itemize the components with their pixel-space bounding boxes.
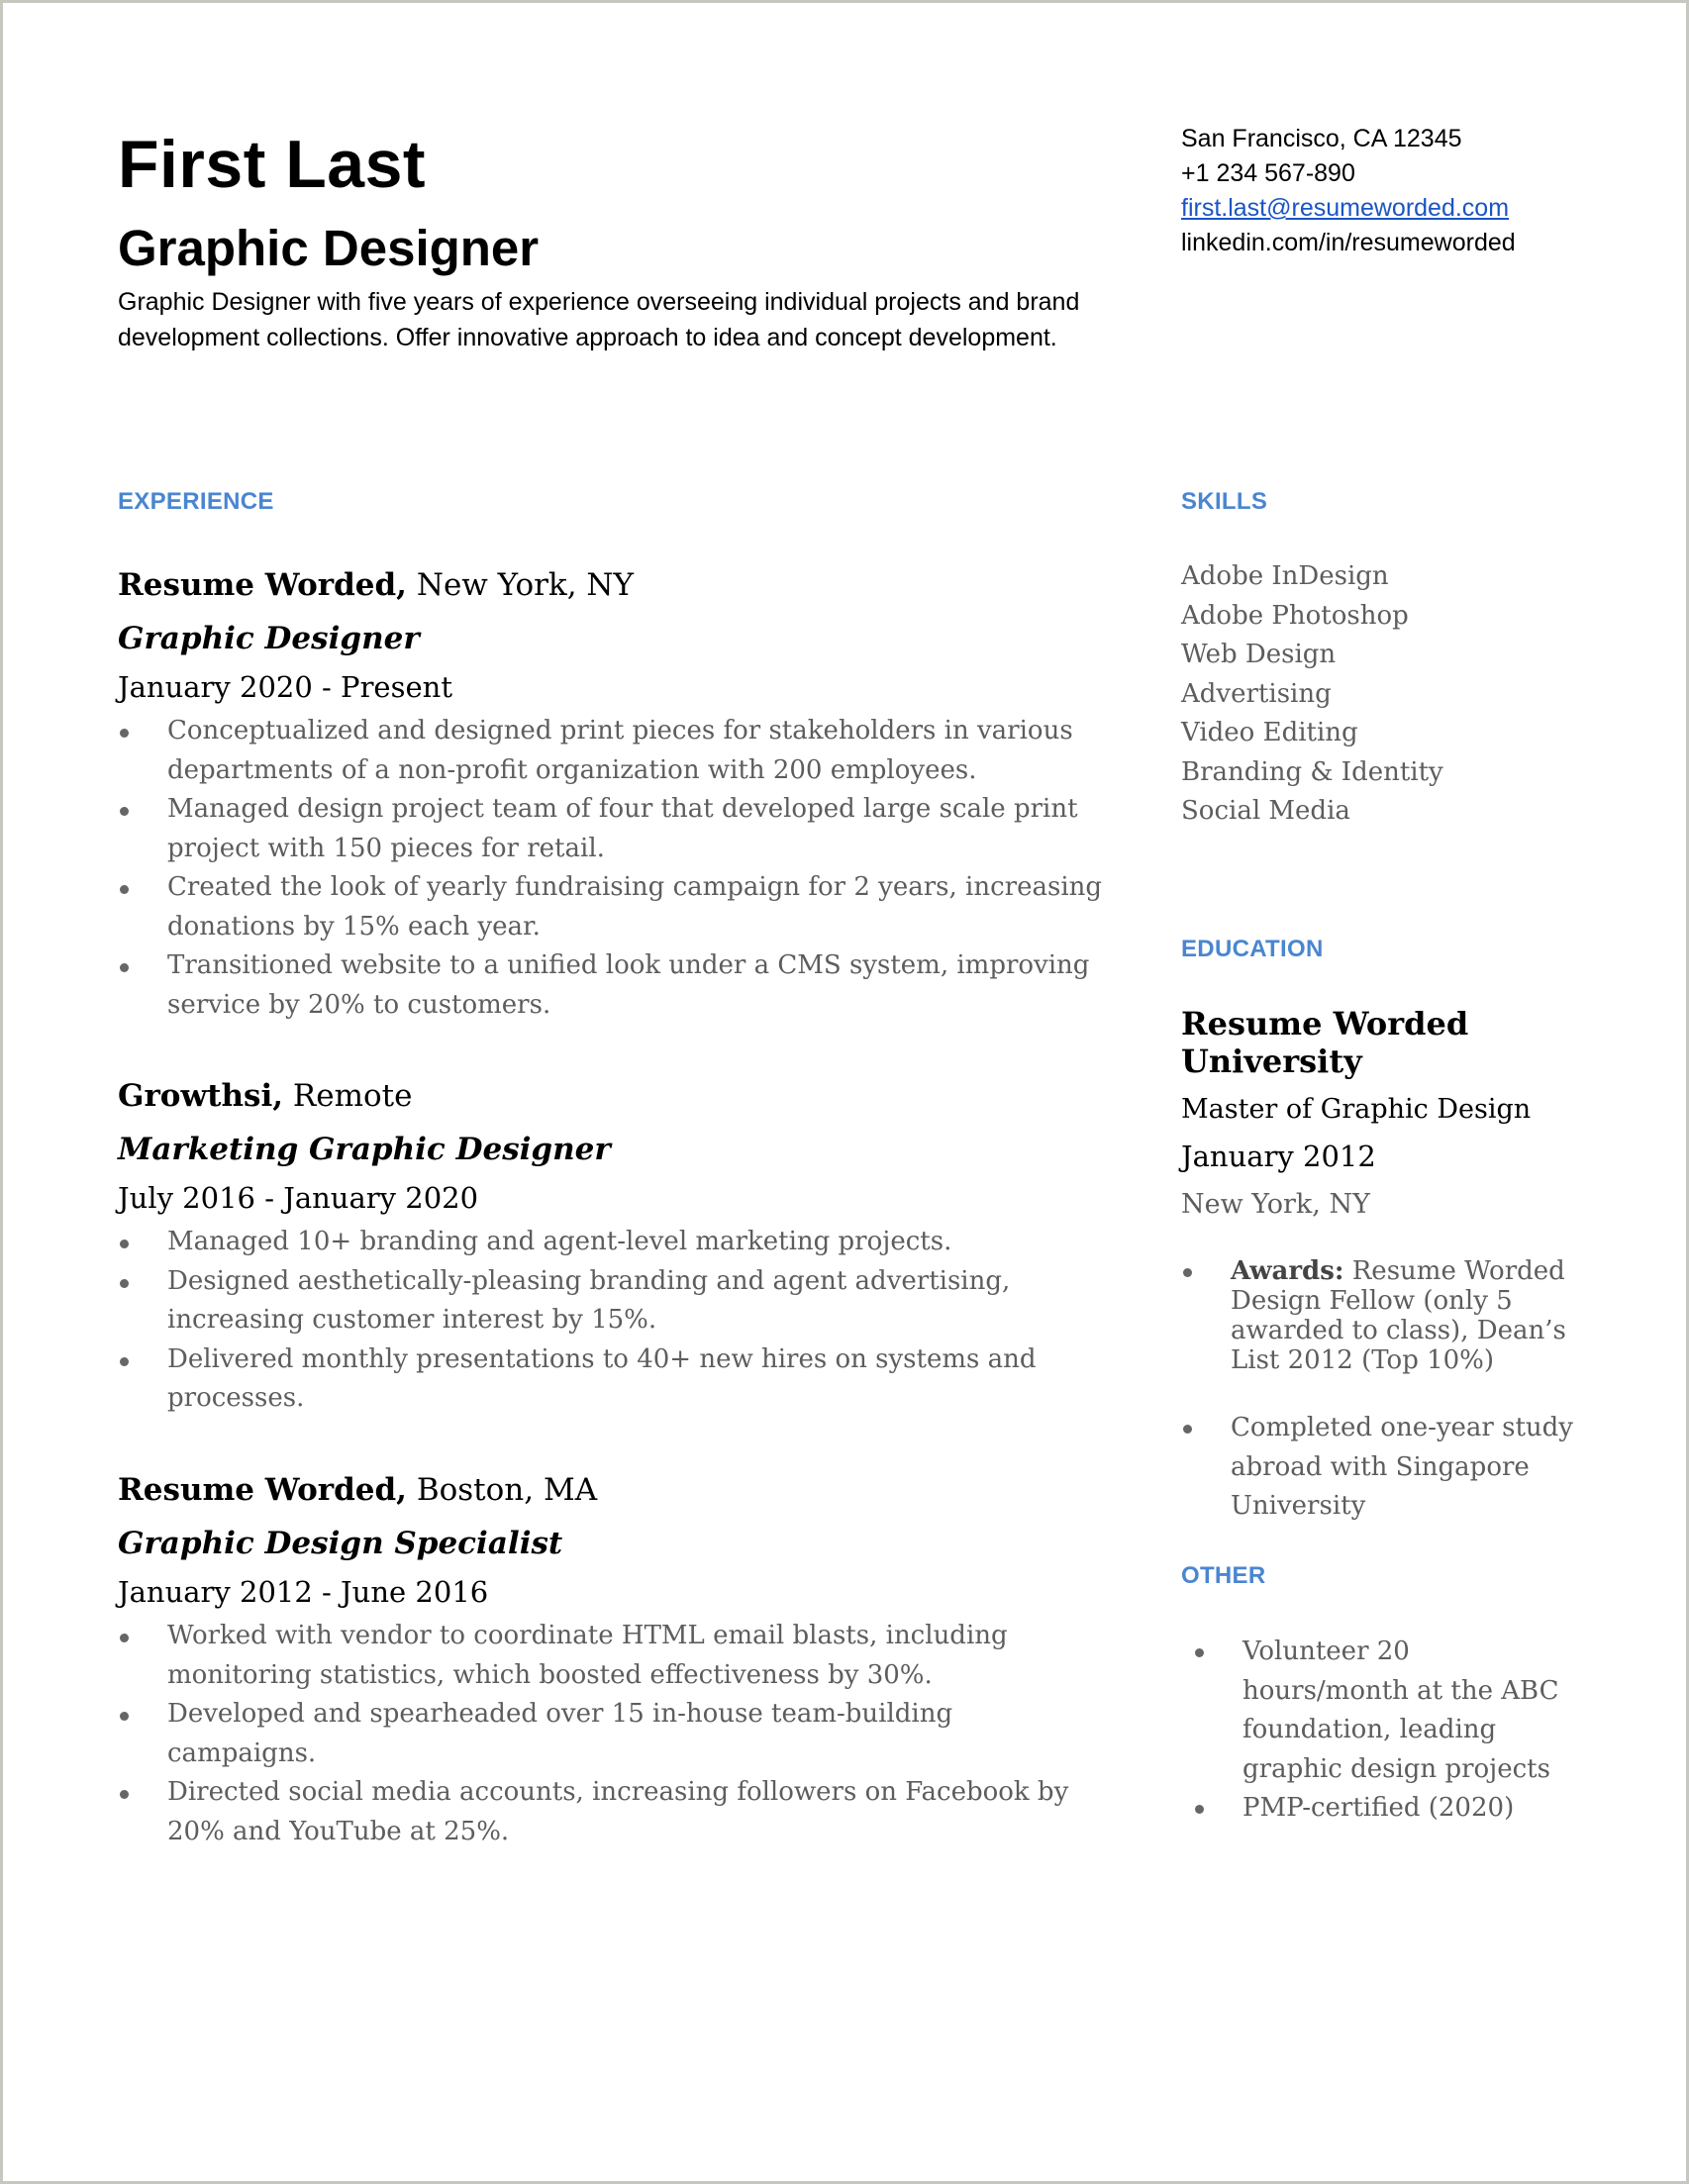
- job-location: Boston, MA: [406, 1472, 598, 1508]
- skill-item: Advertising: [1181, 678, 1332, 709]
- job-company: Resume Worded,: [118, 567, 407, 603]
- contact-block: [1181, 122, 1516, 260]
- skill-item: Adobe Photoshop: [1181, 600, 1409, 631]
- job-bullets: [118, 1223, 1108, 1419]
- bullet-dot-icon: [120, 1240, 129, 1248]
- bullet-text: Developed and spearheaded over 15 in-house team-building campaigns.: [167, 1699, 953, 1768]
- skill-item: Social Media: [1181, 796, 1350, 826]
- job-title: Marketing Graphic Designer: [118, 1132, 611, 1167]
- bullet-text: Worked with vendor to coordinate HTML email blasts, including monitoring statistics, which boosted effectiveness by 30%.: [167, 1621, 1008, 1690]
- section-title-experience: EXPERIENCE: [118, 488, 274, 515]
- bullet-dot-icon: [120, 807, 129, 816]
- bullet-dot-icon: [120, 963, 129, 972]
- education-degree: Master of Graphic Design: [1181, 1094, 1532, 1125]
- job-title: Graphic Designer: [118, 621, 420, 656]
- bullet-dot-icon: [120, 1634, 129, 1642]
- job-company-line: [118, 1470, 1108, 1510]
- bullet-text: Transitioned website to a unified look under a CMS system, improving service by 20% to customers.: [167, 950, 1090, 1020]
- list-item: [118, 1773, 1108, 1851]
- skill-item: Web Design: [1181, 640, 1337, 669]
- job-location: New York, NY: [406, 567, 635, 603]
- list-item: [1193, 1789, 1569, 1829]
- education-school: Resume Worded University: [1181, 1005, 1469, 1080]
- job-dates: July 2016 - January 2020: [118, 1181, 479, 1215]
- section-title-other: OTHER: [1181, 1562, 1266, 1589]
- job-dates: January 2020 - Present: [118, 670, 452, 704]
- skill-item: Adobe InDesign: [1181, 561, 1389, 591]
- list-item: [1181, 1409, 1577, 1527]
- section-title-education: EDUCATION: [1181, 936, 1324, 962]
- summary-text: Graphic Designer with five years of experience overseeing individual projects and brand development collections. Offer innovative approach to idea and concept development.: [118, 288, 1080, 351]
- contact-email-link[interactable]: first.last@resumeworded.com: [1181, 194, 1510, 222]
- job-dates: January 2012 - June 2016: [118, 1575, 489, 1609]
- list-item: [1181, 1256, 1577, 1375]
- list-item: [1193, 1633, 1569, 1789]
- job-company: Resume Worded,: [118, 1472, 407, 1508]
- bullet-dot-icon: [1183, 1268, 1192, 1277]
- section-title-skills: SKILLS: [1181, 488, 1268, 515]
- bullet-dot-icon: [120, 729, 129, 738]
- bullet-dot-icon: [1183, 1425, 1192, 1434]
- education-location: New York, NY: [1181, 1189, 1370, 1220]
- bullet-dot-icon: [120, 1712, 129, 1721]
- job-company-line: [118, 1076, 1108, 1116]
- education-date: January 2012: [1181, 1140, 1376, 1173]
- bullet-dot-icon: [1195, 1805, 1204, 1814]
- list-item: [118, 946, 1108, 1025]
- job-bullets: [118, 712, 1108, 1025]
- bullet-dot-icon: [120, 1279, 129, 1288]
- bullet-text: Conceptualized and designed print pieces for stakeholders in various departments of a non-profit organization with 200 employees.: [167, 716, 1073, 785]
- list-item: [118, 1262, 1108, 1340]
- list-item: [118, 1223, 1108, 1262]
- job-entry: [118, 1076, 1108, 1419]
- bullet-dot-icon: [120, 1790, 129, 1799]
- list-item: [118, 1340, 1108, 1419]
- other-text: Volunteer 20 hours/month at the ABC foundation, leading graphic design projects: [1242, 1637, 1559, 1784]
- candidate-name: First Last: [118, 127, 427, 202]
- candidate-role: Graphic Designer: [118, 220, 540, 276]
- other-list: [1193, 1633, 1569, 1829]
- contact-location: San Francisco, CA 12345: [1181, 125, 1462, 152]
- bullet-text: Managed 10+ branding and agent-level marketing projects.: [167, 1227, 952, 1256]
- contact-phone: +1 234 567-890: [1181, 159, 1355, 187]
- bullet-text: Delivered monthly presentations to 40+ new hires on systems and processes.: [167, 1343, 1037, 1413]
- study-abroad-text: Completed one-year study abroad with Singapore University: [1231, 1413, 1573, 1521]
- bullet-text: Directed social media accounts, increasing followers on Facebook by 20% and YouTube at 25%.: [167, 1777, 1069, 1846]
- skills-list: [1181, 557, 1443, 832]
- bullet-text: Designed aesthetically-pleasing branding and agent advertising, increasing customer interest by 15%.: [167, 1265, 1011, 1335]
- job-company-line: [118, 565, 1108, 605]
- list-item: [118, 1617, 1108, 1695]
- list-item: [118, 712, 1108, 790]
- list-item: [118, 790, 1108, 868]
- awards-label: Awards:: [1231, 1256, 1344, 1286]
- job-title: Graphic Design Specialist: [118, 1526, 563, 1561]
- bullet-dot-icon: [1195, 1648, 1204, 1657]
- skill-item: Branding & Identity: [1181, 756, 1443, 787]
- job-entry: [118, 565, 1108, 1025]
- awards-text: Resume Worded Design Fellow (only 5 awarded to class), Dean’s List 2012 (Top 10%): [1231, 1256, 1566, 1375]
- contact-linkedin: linkedin.com/in/resumeworded: [1181, 229, 1516, 256]
- bullet-text: Managed design project team of four that developed large scale print project with 150 pieces for retail.: [167, 794, 1078, 863]
- skill-item: Video Editing: [1181, 718, 1358, 747]
- list-item: [118, 868, 1108, 946]
- other-text: PMP-certified (2020): [1242, 1793, 1515, 1823]
- education-details: [1181, 1256, 1577, 1527]
- job-bullets: [118, 1617, 1108, 1851]
- bullet-dot-icon: [120, 885, 129, 894]
- bullet-dot-icon: [120, 1357, 129, 1366]
- job-company: Growthsi,: [118, 1078, 284, 1114]
- job-entry: [118, 1470, 1108, 1851]
- list-item: [118, 1695, 1108, 1773]
- job-location: Remote: [283, 1078, 413, 1114]
- bullet-text: Created the look of yearly fundraising campaign for 2 years, increasing donations by 15% each year.: [167, 872, 1103, 942]
